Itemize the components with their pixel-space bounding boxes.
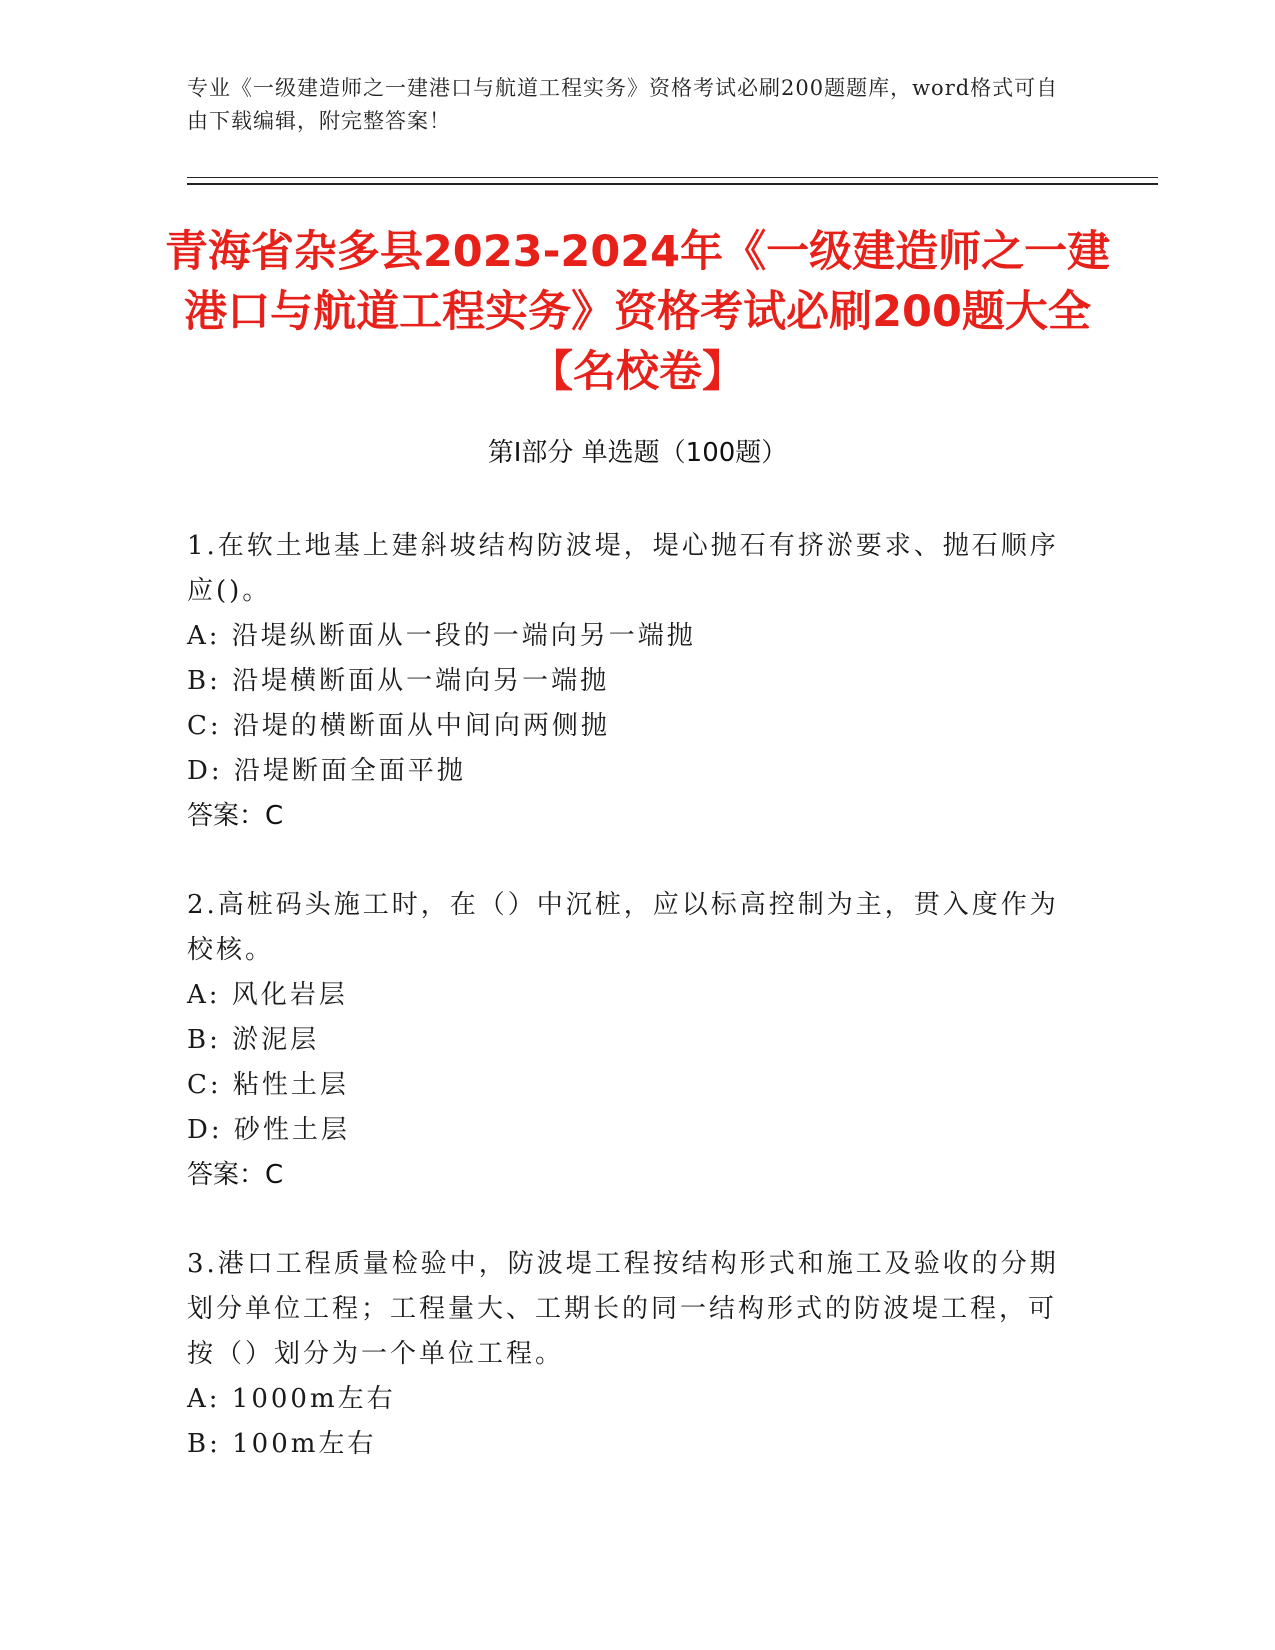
option-d: D: 砂性土层	[187, 1115, 350, 1145]
question-stem: 1.在软土地基上建斜坡结构防波堤，堤心抛石有挤淤要求、抛石顺序应()。	[187, 531, 1059, 606]
header-divider-thick	[187, 183, 1158, 185]
option-d: D: 沿堤断面全面平抛	[187, 756, 466, 786]
question-list	[187, 524, 1067, 1511]
option-b: B: 沿堤横断面从一端向另一端抛	[187, 666, 610, 696]
option-a: A: 1000m左右	[187, 1384, 396, 1414]
option-b: B: 淤泥层	[187, 1025, 320, 1055]
question-1	[187, 524, 1067, 839]
question-2	[187, 883, 1067, 1198]
question-3	[187, 1242, 1067, 1467]
option-a: A: 风化岩层	[187, 980, 348, 1010]
option-b: B: 100m左右	[187, 1429, 377, 1459]
option-c: C: 沿堤的横断面从中间向两侧抛	[187, 711, 610, 741]
question-stem: 3.港口工程质量检验中，防波堤工程按结构形式和施工及验收的分期划分单位工程；工程量大、工期长的同一结构形式的防波堤工程，可按（）划分为一个单位工程。	[187, 1249, 1059, 1369]
document-title: 青海省杂多县2023-2024年《一级建造师之一建港口与航道工程实务》资格考试必刷200题大全【名校卷】	[164, 227, 1111, 397]
option-a: A: 沿堤纵断面从一段的一端向另一端抛	[187, 621, 696, 651]
header-note: 专业《一级建造师之一建港口与航道工程实务》资格考试必刷200题题库，word格式可自由下载编辑，附完整答案！	[187, 76, 1059, 133]
section-title: 第I部分 单选题（100题）	[487, 438, 788, 468]
answer: 答案：C	[187, 801, 284, 831]
answer: 答案：C	[187, 1160, 284, 1190]
header-divider-thin	[187, 177, 1158, 178]
question-stem: 2.高桩码头施工时，在（）中沉桩，应以标高控制为主，贯入度作为校核。	[187, 890, 1059, 965]
option-c: C: 粘性土层	[187, 1070, 349, 1100]
